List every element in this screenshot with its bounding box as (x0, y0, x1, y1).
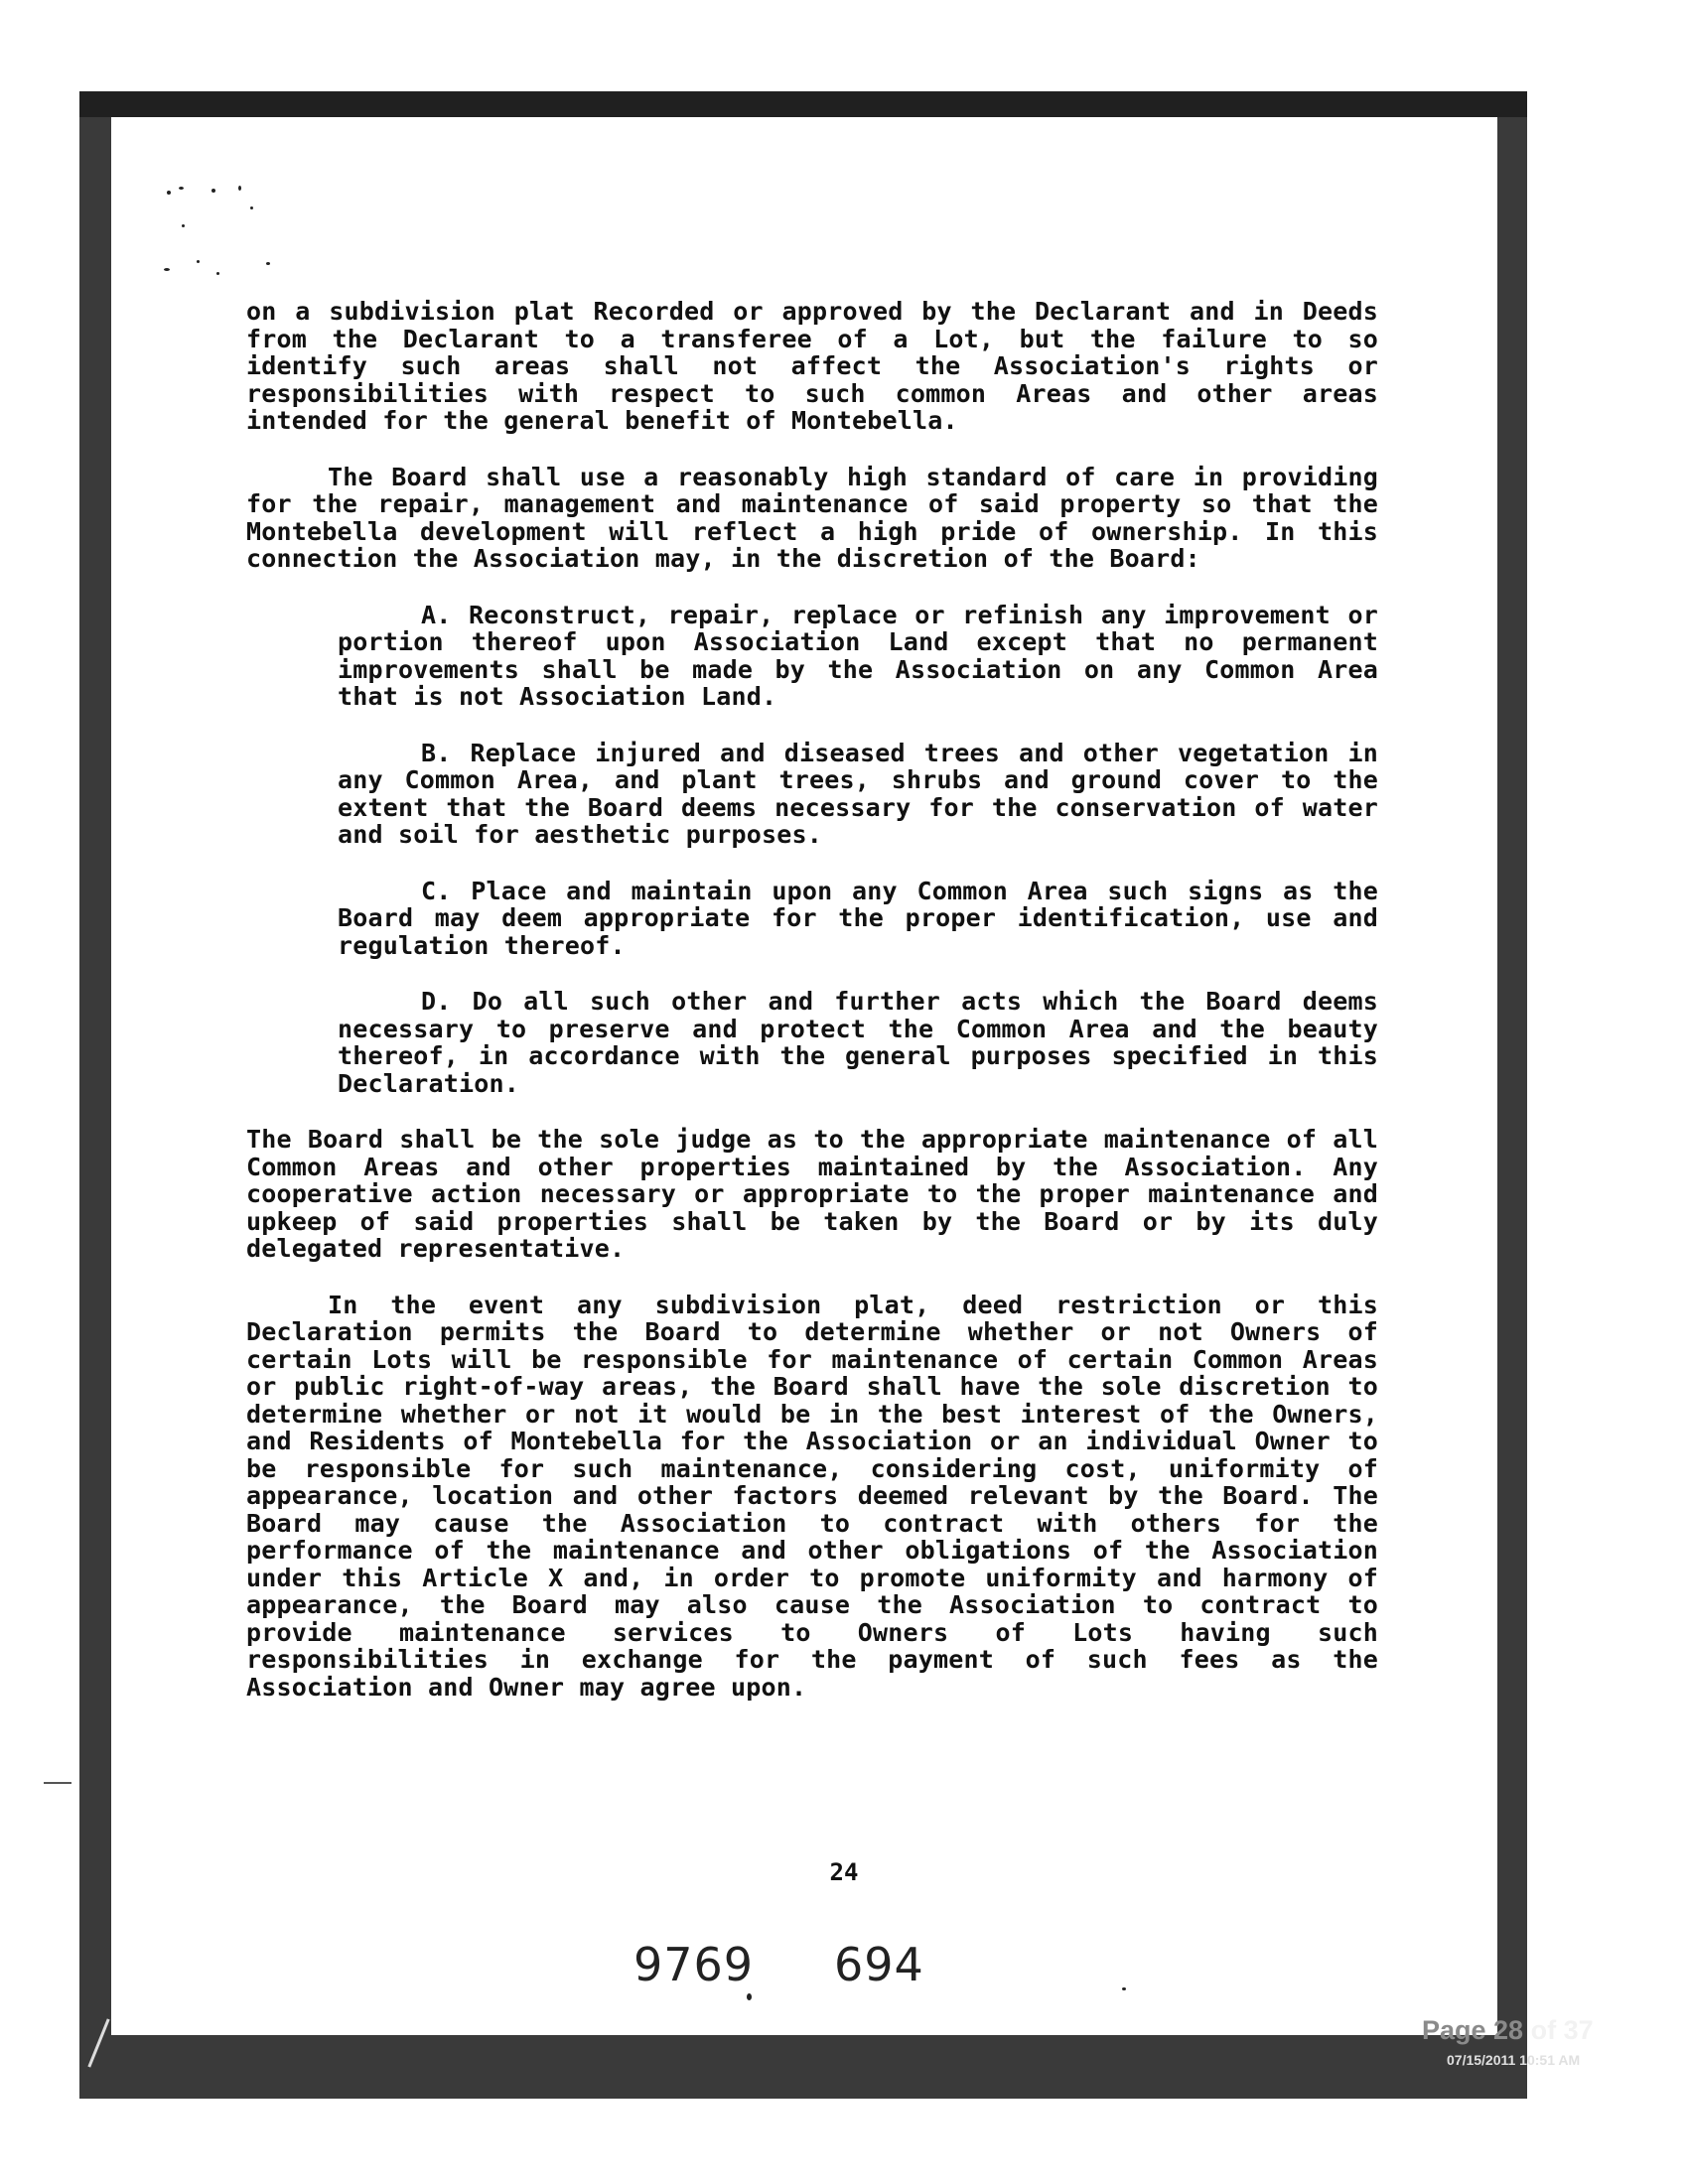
page-total-label: of 37 (1530, 2015, 1594, 2045)
viewer-page-counter (1422, 2015, 1594, 2046)
scan-speck (747, 1993, 752, 2000)
scan-speck (266, 262, 270, 265)
paragraph-standard-of-care: The Board shall use a reasonably high standard of care in providing for the repair, management and maintenance of said property so that the Montebella development will reflect a high pride of ownership. In this connection the Association may, in the discretion of the Board: (246, 462, 1378, 573)
paragraph-subdivision-plat: In the event any subdivision plat, deed restriction or this Declaration permits the Board to determine whether or not Owners of certain Lots will be responsible for maintenance of certain Common Areas or public right-of-way areas, the Board shall have the sole discretion to determine whether or not it would be in the best interest of the Owners, and Residents of Montebella for the Association or an individual Owner to be responsible for such maintenance, considering cost, uniformity of appearance, location and other factors deemed relevant by the Board. The Board may cause the Association to contract with others for the performance of the maintenance and other obligations of the Association under this Article X and, in order to promote uniformity and harmony of appearance, the Board may also cause the Association to contract to provide maintenance services to Owners of Lots having such responsibilities in exchange for the payment of such fees as the Association and Owner may agree upon. (246, 1290, 1378, 1702)
scan-speck (167, 191, 171, 195)
paragraph-continuation: on a subdivision plat Recorded or approved by the Declarant and in Deeds from the Declarant to a transferee of a Lot, but the failure to so identify such areas shall not affect the Association's rights or responsibilities with respect to such common Areas and other areas intended for the general benefit of Montebella. (246, 297, 1378, 435)
scan-speck (197, 260, 200, 263)
scan-speck (1122, 1987, 1126, 1990)
list-item-d: D. Do all such other and further acts which the Board deems necessary to preserve and protect the Common Area and the beauty thereof, in accordance with the general purposes specified in this Declaration. (338, 987, 1378, 1098)
scan-speck (250, 206, 253, 209)
list-item-a: A. Reconstruct, repair, replace or refinish any improvement or portion thereof upon Association Land except that no permanent improvements shall be made by the Association on any Common Area that is not Association Land. (338, 600, 1378, 711)
page-label: Page 28 (1422, 2015, 1524, 2045)
page-number: 24 (829, 1858, 859, 1886)
scan-speck (182, 224, 185, 227)
scan-speck (179, 187, 184, 190)
scan-frame-top (79, 91, 1527, 117)
print-timestamp: 07/15/2011 10:51 AM (1447, 2052, 1581, 2068)
recording-page-number: 694 (834, 1938, 924, 1991)
paragraph-sole-judge: The Board shall be the sole judge as to the appropriate maintenance of all Common Areas and other properties maintained by the Association. Any cooperative action necessary or appropriate to the proper maintenance and upkeep of said properties shall be taken by the Board or by its duly delegated representative. (246, 1125, 1378, 1263)
recording-book-number: 9769 (633, 1938, 755, 1991)
scan-speck (211, 189, 215, 193)
scan-speck (238, 186, 241, 191)
document-body (246, 298, 1378, 1729)
scan-edge-mark (44, 1782, 71, 1784)
list-item-b: B. Replace injured and diseased trees and other vegetation in any Common Area, and plant trees, shrubs and ground cover to the extent that the Board deems necessary for the conservation of water and soil for aesthetic purposes. (338, 738, 1378, 849)
scan-speck (216, 272, 219, 275)
scan-speck (164, 268, 170, 271)
list-item-c: C. Place and maintain upon any Common Area such signs as the Board may deem appropriate for the proper identification, use and regulation thereof. (338, 876, 1378, 960)
